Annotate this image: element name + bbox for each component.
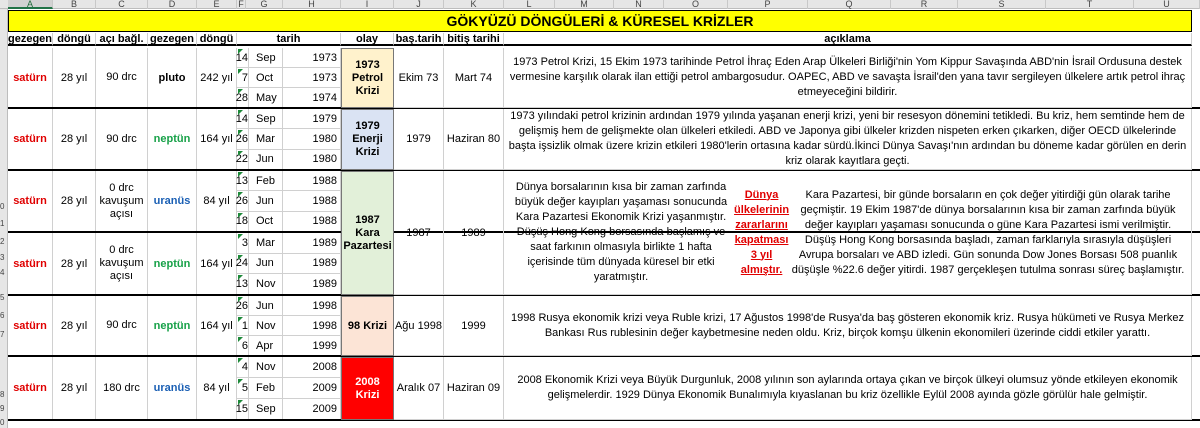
header-gezegen-2[interactable]: gezegen bbox=[148, 33, 197, 46]
row-header[interactable]: 5 bbox=[0, 293, 5, 302]
date-day[interactable]: 18 bbox=[237, 212, 249, 232]
column-header-m[interactable]: M bbox=[555, 0, 614, 9]
comment-marker bbox=[238, 213, 243, 218]
cycle-2[interactable]: 242 yıl bbox=[197, 48, 237, 108]
cycle-2[interactable]: 164 yıl bbox=[197, 109, 237, 170]
date-year[interactable]: 1979 bbox=[283, 109, 341, 129]
date-year[interactable]: 1973 bbox=[283, 48, 341, 68]
date-year[interactable]: 1988 bbox=[283, 212, 341, 232]
row-header[interactable]: 7 bbox=[0, 330, 5, 339]
column-header-t[interactable]: T bbox=[1046, 0, 1134, 9]
header-aci[interactable]: açı bağl. bbox=[96, 33, 148, 46]
comment-marker bbox=[238, 400, 243, 405]
date-month[interactable]: Sep bbox=[249, 399, 283, 420]
date-day[interactable]: 15 bbox=[237, 399, 249, 420]
row-header[interactable]: 0 bbox=[0, 202, 5, 211]
date-day[interactable]: 13 bbox=[237, 171, 249, 191]
date-year[interactable]: 1989 bbox=[283, 233, 341, 254]
comment-marker bbox=[238, 317, 243, 322]
column-header-bar[interactable] bbox=[0, 0, 1200, 9]
date-day[interactable]: 3 bbox=[237, 233, 249, 254]
comment-marker bbox=[238, 151, 243, 156]
row-header[interactable]: 4 bbox=[0, 268, 5, 277]
date-month[interactable]: Sep bbox=[249, 109, 283, 129]
column-header-n[interactable]: N bbox=[614, 0, 664, 9]
comment-marker bbox=[238, 275, 243, 280]
planet-2[interactable]: uranüs bbox=[148, 357, 197, 420]
cycle-1[interactable]: 28 yıl bbox=[53, 109, 96, 170]
date-month[interactable]: Apr bbox=[249, 336, 283, 356]
comment-marker bbox=[238, 358, 243, 363]
header-dongu[interactable]: döngü bbox=[53, 33, 96, 46]
aspect-angle[interactable]: 180 drc bbox=[96, 357, 148, 420]
crisis-end[interactable]: Mart 74 bbox=[444, 48, 504, 108]
planet-1[interactable]: satürn bbox=[8, 109, 53, 170]
date-month[interactable]: Mar bbox=[249, 129, 283, 149]
comment-marker bbox=[238, 69, 243, 74]
comment-marker bbox=[238, 110, 243, 115]
column-header-a[interactable]: A bbox=[8, 0, 53, 9]
cycle-1[interactable]: 28 yıl bbox=[53, 357, 96, 420]
date-year[interactable]: 1974 bbox=[283, 88, 341, 108]
date-year[interactable]: 1988 bbox=[283, 171, 341, 191]
column-header-i[interactable]: I bbox=[341, 0, 394, 9]
column-header-r[interactable]: R bbox=[891, 0, 958, 9]
planet-2[interactable]: pluto bbox=[148, 48, 197, 108]
crisis-start[interactable]: 1987 bbox=[394, 171, 444, 295]
date-day[interactable]: 13 bbox=[237, 274, 249, 295]
comment-marker bbox=[238, 130, 243, 135]
planet-1[interactable]: satürn bbox=[8, 357, 53, 420]
comment-marker bbox=[238, 255, 243, 260]
aspect-angle[interactable]: 90 drc bbox=[96, 109, 148, 170]
column-header-g[interactable]: G bbox=[246, 0, 283, 9]
date-year[interactable]: 1998 bbox=[283, 296, 341, 316]
aspect-angle[interactable]: 90 drc bbox=[96, 296, 148, 356]
date-day[interactable]: 28 bbox=[237, 88, 249, 108]
date-month[interactable]: Sep bbox=[249, 48, 283, 68]
crisis-end[interactable]: 1999 bbox=[444, 296, 504, 356]
aspect-angle[interactable]: 0 drc kavuşum açısı bbox=[96, 233, 148, 295]
date-month[interactable]: Mar bbox=[249, 233, 283, 254]
planet-2[interactable]: uranüs bbox=[148, 171, 197, 232]
date-month[interactable]: Nov bbox=[249, 357, 283, 378]
row-header[interactable]: 1 bbox=[0, 219, 5, 228]
crisis-event[interactable]: 1973 Petrol Krizi bbox=[341, 48, 394, 108]
planet-1[interactable]: satürn bbox=[8, 48, 53, 108]
date-year[interactable]: 1988 bbox=[283, 191, 341, 211]
date-month[interactable]: Nov bbox=[249, 274, 283, 295]
date-year[interactable]: 1998 bbox=[283, 316, 341, 336]
comment-marker bbox=[238, 337, 243, 342]
column-header-o[interactable]: O bbox=[664, 0, 728, 9]
crisis-description[interactable]: 1973 yılındaki petrol krizinin ardından 1979 yılında yaşanan enerji krizi, yeni bir resesyon dönemini tetikledi. Bu kriz, hem semtinde hem de gelişmiş hem de gelişmekte olan ülkeleri etkiledi. ABD ve Japonya gibi ülkeler krizden nispeten erken çıkarken, diğer OECD ülkelerinde başta işsizlik olmak üzere krizin etkileri 1980'lerin ortasına kadar sürdü.İkinci Dünya Savaşı'nın ardından bu döneme kadar görülen en derin kriz olarak kayıtlara geçti. bbox=[504, 109, 1192, 170]
date-year[interactable]: 1973 bbox=[283, 68, 341, 88]
crisis-description[interactable] bbox=[504, 171, 1192, 295]
date-month[interactable]: Feb bbox=[249, 378, 283, 399]
date-year[interactable]: 1989 bbox=[283, 254, 341, 275]
aspect-angle[interactable]: 0 drc kavuşum açısı bbox=[96, 171, 148, 232]
column-header-e[interactable]: E bbox=[197, 0, 237, 9]
row-header[interactable]: 2 bbox=[0, 237, 5, 246]
date-year[interactable]: 2009 bbox=[283, 378, 341, 399]
header-dongu-2[interactable]: döngü bbox=[197, 33, 237, 46]
date-year[interactable]: 1989 bbox=[283, 274, 341, 295]
date-year[interactable]: 2008 bbox=[283, 357, 341, 378]
crisis-end[interactable]: Haziran 80 bbox=[444, 109, 504, 170]
crisis-description[interactable]: 1998 Rusya ekonomik krizi veya Ruble krizi, 17 Ağustos 1998'de Rusya'da baş gösteren ekonomik kriz. Rusya hükümeti ve Rusya Merkez Bankası Rus rublesinin değer kaybetmesine neden oldu. Kriz, birçok komşu ülkenin ekonomileri üzerinde ciddi etkiler yarattı. bbox=[504, 296, 1192, 356]
header-bas-tarih[interactable]: baş.tarih bbox=[394, 33, 444, 46]
row-header[interactable]: 3 bbox=[0, 253, 5, 262]
column-header-p[interactable]: P bbox=[728, 0, 808, 9]
date-month[interactable]: Feb bbox=[249, 171, 283, 191]
date-day[interactable]: 26 bbox=[237, 296, 249, 316]
date-day[interactable]: 6 bbox=[237, 336, 249, 356]
row-header[interactable]: 6 bbox=[0, 311, 5, 320]
comment-marker bbox=[238, 49, 243, 54]
crisis-event[interactable]: 1979 Enerji Krizi bbox=[341, 109, 394, 170]
cycle-1[interactable]: 28 yıl bbox=[53, 171, 96, 232]
header-aciklama[interactable]: açıklama bbox=[504, 33, 1192, 46]
date-year[interactable]: 1980 bbox=[283, 129, 341, 149]
date-day[interactable]: 5 bbox=[237, 378, 249, 399]
date-month[interactable]: Nov bbox=[249, 316, 283, 336]
planet-1[interactable]: satürn bbox=[8, 233, 53, 295]
column-header-h[interactable]: H bbox=[283, 0, 341, 9]
date-day[interactable]: 26 bbox=[237, 129, 249, 149]
crisis-end[interactable]: 1989 bbox=[444, 171, 504, 295]
cycle-2[interactable]: 84 yıl bbox=[197, 357, 237, 420]
planet-2[interactable]: neptün bbox=[148, 233, 197, 295]
header-olay[interactable]: olay bbox=[341, 33, 394, 46]
crisis-start[interactable]: Ağu 1998 bbox=[394, 296, 444, 356]
crisis-event[interactable]: 2008 Krizi bbox=[341, 357, 394, 420]
comment-marker bbox=[238, 89, 243, 94]
date-month[interactable]: Jun bbox=[249, 191, 283, 211]
column-header-u[interactable]: U bbox=[1134, 0, 1200, 9]
date-month[interactable]: Oct bbox=[249, 212, 283, 232]
cycle-1[interactable]: 28 yıl bbox=[53, 233, 96, 295]
header-bitis-tarihi[interactable]: bitiş tarihi bbox=[444, 33, 504, 46]
date-month[interactable]: Jun bbox=[249, 150, 283, 170]
sheet-title[interactable]: GÖKYÜZÜ DÖNGÜLERİ & KÜRESEL KRİZLER bbox=[8, 10, 1192, 32]
header-tarih[interactable]: tarih bbox=[237, 33, 341, 46]
column-header-j[interactable]: J bbox=[394, 0, 444, 9]
cycle-1[interactable]: 28 yıl bbox=[53, 296, 96, 356]
date-day[interactable]: 14 bbox=[237, 109, 249, 129]
column-header-q[interactable]: Q bbox=[808, 0, 891, 9]
planet-2[interactable]: neptün bbox=[148, 109, 197, 170]
cycle-2[interactable]: 164 yıl bbox=[197, 296, 237, 356]
date-year[interactable]: 1999 bbox=[283, 336, 341, 356]
planet-1[interactable]: satürn bbox=[8, 171, 53, 232]
date-year[interactable]: 2009 bbox=[283, 399, 341, 420]
comment-marker bbox=[238, 379, 243, 384]
column-header-k[interactable]: K bbox=[444, 0, 504, 9]
crisis-event[interactable]: 98 Krizi bbox=[341, 296, 394, 356]
planet-1[interactable]: satürn bbox=[8, 296, 53, 356]
column-header-b[interactable]: B bbox=[53, 0, 96, 9]
description-text: Kara Pazartesi, bir günde borsaların en çok değer yitirdiği gün olarak tarihe geçmiştir. 19 Ekim 1987'de dünya borsalarının kısa bir zaman zarfında büyük değer kayıpları yaşaması sonucunda o güne Kara Pazartesi ismi verilmiştir. Düşüş Hong Kong borsasında başladı, zaman farklarıyla sırasıyla düşüşleri Avrupa borsaları ve ABD izledi. Gün sonunda Dow Jones Borsası 508 puanlık düşüşle %22.6 değer yitirdi. 1987 gerçekleşen tutulma sonrası süreç başlamıştır. bbox=[791, 188, 1185, 276]
column-header-l[interactable]: L bbox=[504, 0, 555, 9]
header-gezegen[interactable]: gezegen bbox=[8, 32, 53, 45]
crisis-start[interactable]: Ekim 73 bbox=[394, 48, 444, 108]
row-header-bar[interactable] bbox=[0, 9, 8, 428]
crisis-event[interactable]: 1987 Kara Pazartesi bbox=[341, 171, 394, 295]
crisis-description[interactable]: 1973 Petrol Krizi, 15 Ekim 1973 tarihinde Petrol İhraç Eden Arap Ülkeleri Birliği'nin Yom Kippur Savaşında ABD'nin İsrail Ordusuna destek vermesine karşılık olarak ilan ettiği petrol ambargosudur. OAPEC, ABD ve savaşta İsrail'den yana tavır sergileyen ülkelere artık petrol ihraç etmeyeceğini bildirir. bbox=[504, 48, 1192, 108]
date-year[interactable]: 1980 bbox=[283, 150, 341, 170]
highlighted-text: Dünya ülkelerinin zararlarını kapatması 3 yıl almıştır. bbox=[734, 188, 790, 276]
column-header-c[interactable]: C bbox=[96, 0, 148, 9]
cycle-2[interactable]: 164 yıl bbox=[197, 233, 237, 295]
column-header-d[interactable]: D bbox=[148, 0, 197, 9]
date-day[interactable]: 1 bbox=[237, 316, 249, 336]
date-day[interactable]: 7 bbox=[237, 68, 249, 88]
comment-marker bbox=[238, 172, 243, 177]
cycle-2[interactable]: 84 yıl bbox=[197, 171, 237, 232]
row-header[interactable]: 9 bbox=[0, 404, 5, 413]
crisis-start[interactable]: Aralık 07 bbox=[394, 357, 444, 420]
date-month[interactable]: May bbox=[249, 88, 283, 108]
date-day[interactable]: 4 bbox=[237, 357, 249, 378]
crisis-end[interactable]: Haziran 09 bbox=[444, 357, 504, 420]
cycle-1[interactable]: 28 yıl bbox=[53, 48, 96, 108]
comment-marker bbox=[238, 297, 243, 302]
date-month[interactable]: Jun bbox=[249, 296, 283, 316]
crisis-description[interactable]: 2008 Ekonomik Krizi veya Büyük Durgunluk, 2008 yılının son aylarında ortaya çıkan ve birçok ülkeyi olumsuz yönde etkileyen ekonomik gelişmelerdir. 1929 Dünya Ekonomik Bunalımıyla kıyaslanan bu kriz özellikle Eylül 2008 ayında gözle görülür hale gelmiştir. bbox=[504, 357, 1192, 420]
date-day[interactable]: 14 bbox=[237, 48, 249, 68]
date-month[interactable]: Jun bbox=[249, 254, 283, 275]
row-header[interactable]: 8 bbox=[0, 390, 5, 399]
column-header-f[interactable]: F bbox=[237, 0, 246, 9]
row-header[interactable]: 0 bbox=[0, 418, 5, 427]
column-header-s[interactable]: S bbox=[958, 0, 1046, 9]
description-text: Dünya borsalarının kısa bir zaman zarfında büyük değer kayıpları yaşaması sonucunda Kara Pazartesi Ekonomik Krizi yaşanmıştır. Düşüş Hong Kong borsasında başlamış ve saat farkının olmasıyla birlikte 1 hafta içerisinde tüm dünyada küresel bir etki yaratmıştır. bbox=[514, 181, 728, 283]
date-day[interactable]: 24 bbox=[237, 254, 249, 275]
planet-2[interactable]: neptün bbox=[148, 296, 197, 356]
date-day[interactable]: 26 bbox=[237, 191, 249, 211]
crisis-start[interactable]: 1979 bbox=[394, 109, 444, 170]
date-month[interactable]: Oct bbox=[249, 68, 283, 88]
comment-marker bbox=[238, 192, 243, 197]
aspect-angle[interactable]: 90 drc bbox=[96, 48, 148, 108]
comment-marker bbox=[238, 234, 243, 239]
date-day[interactable]: 22 bbox=[237, 150, 249, 170]
